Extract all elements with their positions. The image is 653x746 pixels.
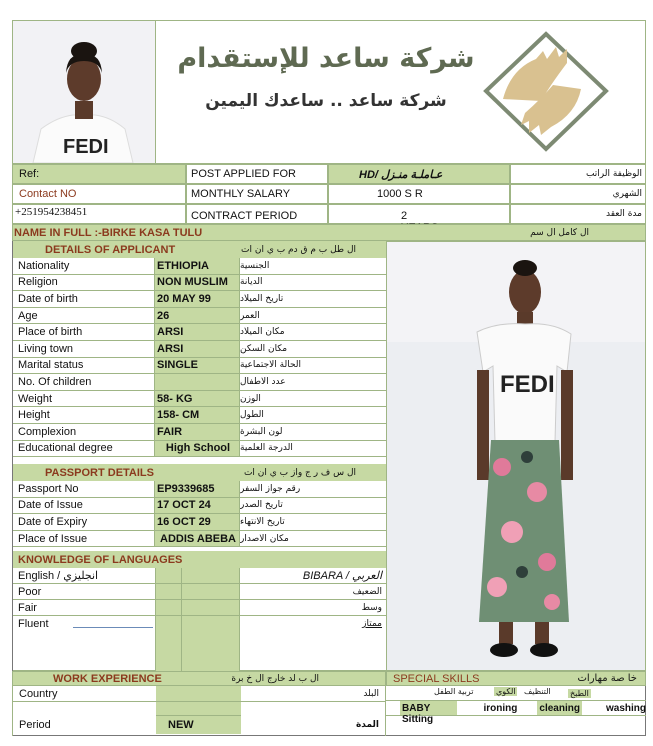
- skill-ar-babysitting: تربية الطفل: [434, 687, 474, 696]
- passport-field-label: Passport No: [13, 481, 155, 497]
- applicant-field-label-ar: الجنسية: [240, 260, 270, 271]
- applicant-field-label-ar: الطول: [240, 410, 264, 421]
- applicant-field-value: ARSI: [155, 341, 240, 357]
- applicant-field-label: Date of birth: [13, 291, 155, 307]
- ref-label: Ref:: [19, 168, 40, 180]
- work-period-value: NEW: [156, 716, 241, 734]
- work-country-value: [156, 686, 241, 701]
- company-header: [156, 20, 646, 164]
- applicant-field-value: 20 MAY 99: [155, 291, 240, 307]
- svg-text:FEDI: FEDI: [500, 371, 555, 398]
- work-country-label: Country: [19, 687, 58, 700]
- contract-label: CONTRACT PERIOD: [191, 210, 298, 222]
- lang-row-fluent: [13, 616, 386, 632]
- salary-value-cell: [328, 184, 510, 204]
- skills-section-title: SPECIAL SKILLS: [393, 672, 480, 685]
- post-value-cell: [328, 164, 510, 184]
- company-name-ar: شركة ساعد للإستقدام: [177, 43, 475, 74]
- passport-field-value: ADDIS ABEBA: [155, 531, 240, 547]
- skills-section-header: [386, 671, 646, 686]
- applicant-field-value: 158- CM: [155, 407, 240, 423]
- applicant-field-label: Place of birth: [13, 324, 155, 340]
- applicant-field-label-ar: مكان الميلاد: [240, 327, 285, 338]
- applicant-field-label-ar: لون البشرة: [240, 426, 283, 437]
- applicant-field-row: [13, 391, 386, 408]
- salary-value: 1000 S R: [377, 188, 423, 200]
- passport-field-label: Date of Issue: [13, 498, 155, 514]
- applicant-field-label-ar: الوزن: [240, 393, 261, 404]
- passport-section-title-ar: ال س ف ر ج واز ب ي ان ات: [243, 467, 356, 478]
- lang-poor-label: Poor: [18, 585, 42, 598]
- passport-field-row: [13, 481, 386, 498]
- languages-grid: [13, 568, 386, 671]
- skills-section-title-ar: خا صة مهارات: [577, 673, 637, 684]
- applicant-field-value: 58- KG: [155, 391, 240, 407]
- company-slogan-ar: شركة ساعد .. ساعدك اليمين: [205, 91, 447, 111]
- lang-english-label: English / انجليزي: [18, 570, 99, 582]
- salary-label-cell: [186, 184, 328, 204]
- lang-fair-label: Fair: [18, 601, 37, 614]
- applicant-field-label: Living town: [13, 341, 155, 357]
- skill-ar-cleaning: التنظيف: [524, 687, 551, 696]
- applicant-field-label-ar: الدرجة العلمية: [240, 443, 293, 454]
- skills-ar-labels: [386, 686, 646, 700]
- lang-arabic-label: BIBARA / العربي: [302, 570, 382, 582]
- passport-field-row: [13, 514, 386, 531]
- applicant-field-row: [13, 291, 386, 308]
- passport-field-label-ar: تاريخ الانتهاء: [240, 516, 285, 527]
- applicant-field-value: NON MUSLIM: [155, 275, 240, 291]
- skill-babysitting: BABY Sitting: [400, 701, 457, 715]
- applicant-field-label: Complexion: [13, 424, 155, 440]
- applicant-field-label: Educational degree: [13, 441, 155, 457]
- post-value: HD/ عـاملـة منـزل: [359, 169, 443, 181]
- applicant-field-row: [13, 308, 386, 325]
- skill-ar-cooking: الطبخ: [570, 688, 589, 698]
- passport-field-label-ar: رقم جواز السفر: [240, 483, 301, 494]
- applicant-field-value: FAIR: [155, 424, 240, 440]
- applicant-field-row: [13, 324, 386, 341]
- passport-field-row: [13, 498, 386, 515]
- applicant-field-label: Age: [13, 308, 155, 324]
- languages-section-title: KNOWLEDGE OF LANGUAGES: [18, 553, 183, 566]
- applicant-field-label: Height: [13, 407, 155, 423]
- fluent-underline: [73, 627, 153, 628]
- lang-poor-ar: الضعيف: [352, 586, 382, 597]
- applicant-field-value: [155, 374, 240, 390]
- full-name-ar: ال كامل ال سم: [530, 227, 589, 238]
- contact-label-cell: [12, 184, 186, 204]
- lang-row-english: [13, 568, 386, 584]
- work-country-row: [13, 686, 385, 702]
- applicant-section-title-ar: ال طل ب م ق دم ب ي ان ات: [241, 244, 356, 255]
- contract-label-cell: [186, 204, 328, 224]
- full-name: NAME IN FULL :-BIRKE KASA TULU: [14, 226, 203, 239]
- applicant-field-label-ar: الحالة الاجتماعية: [240, 360, 301, 371]
- languages-section-header: [13, 551, 386, 568]
- salary-label-ar: الشهري: [510, 184, 646, 204]
- post-label: POST APPLIED FOR: [191, 168, 296, 180]
- applicant-field-label: No. Of children: [13, 374, 155, 390]
- applicant-field-row: [13, 424, 386, 441]
- applicant-field-row: [13, 275, 386, 292]
- applicant-field-label: Religion: [13, 275, 155, 291]
- applicant-field-value: ETHIOPIA: [155, 258, 240, 274]
- svg-text:FEDI: FEDI: [63, 136, 109, 158]
- applicant-field-label-ar: مكان السكن: [240, 343, 288, 354]
- work-period-label: Period: [19, 719, 51, 731]
- lang-fair-ar: وسط: [361, 602, 382, 613]
- lang-row-fair: [13, 600, 386, 616]
- passport-section-title: PASSPORT DETAILS: [45, 466, 154, 479]
- applicant-field-value: 26: [155, 308, 240, 324]
- skill-washing: washing: [605, 703, 646, 714]
- contract-value-cell: [328, 204, 510, 224]
- phone-cell: [12, 204, 186, 224]
- applicant-field-row: [13, 258, 386, 275]
- applicant-field-label-ar: عدد الاطفال: [240, 376, 286, 387]
- company-logo-icon: [481, 29, 611, 154]
- applicant-field-label-ar: الديانة: [240, 277, 263, 288]
- applicant-field-label: Weight: [13, 391, 155, 407]
- post-label-cell: [186, 164, 328, 184]
- passport-section-header: [13, 464, 386, 481]
- skills-row: [386, 700, 646, 725]
- applicant-field-row: [13, 407, 386, 424]
- applicant-field-value: SINGLE: [155, 358, 240, 374]
- work-period-ar: المدة: [355, 720, 379, 730]
- lang-fluent-label: Fluent: [18, 618, 49, 630]
- passport-field-label: Date of Expiry: [13, 514, 155, 530]
- work-period-row: [13, 716, 385, 734]
- applicant-field-value: ARSI: [155, 324, 240, 340]
- work-country-ar: البلد: [363, 688, 379, 699]
- passport-photo: [12, 20, 156, 164]
- applicant-field-label: Nationality: [13, 258, 155, 274]
- applicant-field-row: [13, 441, 386, 458]
- passport-field-value: 16 OCT 29: [155, 514, 240, 530]
- contract-label-ar: مدة العقد: [510, 204, 646, 224]
- applicant-section-header: [13, 241, 386, 258]
- person-full-body-icon: [387, 242, 645, 670]
- passport-field-row: [13, 531, 386, 548]
- lang-row-poor: [13, 584, 386, 600]
- applicant-section-title: DETAILS OF APPLICANT: [45, 243, 176, 256]
- lang-fluent-ar: ممتاز: [362, 619, 382, 629]
- work-blank-cell: [156, 702, 241, 716]
- person-portrait-icon: [13, 21, 155, 163]
- skill-cleaning: cleaning: [539, 703, 580, 714]
- contact-label: Contact NO: [19, 188, 77, 200]
- phone-value: +251954238451: [15, 206, 88, 218]
- applicant-field-label: Marital status: [13, 358, 155, 374]
- skill-ar-ironing: الكوي: [496, 687, 516, 696]
- full-body-photo: [386, 241, 646, 671]
- applicant-field-label-ar: العمر: [240, 310, 260, 321]
- work-section-title-ar: ال ب لد خارج ال خ برة: [231, 673, 319, 684]
- skill-ironing: ironing: [483, 703, 518, 714]
- applicant-field-row: [13, 341, 386, 358]
- passport-field-value: EP9339685: [155, 481, 240, 497]
- contract-value: 2: [401, 210, 408, 222]
- passport-field-label-ar: مكان الاصدار: [240, 533, 289, 544]
- post-label-ar: الوظيفة الراتب: [510, 164, 646, 184]
- applicant-field-value: High School: [155, 441, 240, 457]
- passport-field-label-ar: تاريخ الصدر: [240, 500, 283, 511]
- applicant-field-label-ar: تاريخ الميلاد: [240, 293, 284, 304]
- applicant-field-row: [13, 374, 386, 391]
- passport-field-label: Place of Issue: [13, 531, 155, 547]
- work-rows: [12, 686, 386, 736]
- salary-label: MONTHLY SALARY: [191, 188, 291, 200]
- work-section-title: WORK EXPERIENCE: [53, 672, 162, 685]
- work-section-header: [12, 671, 386, 686]
- applicant-field-row: [13, 358, 386, 375]
- ref-cell: [12, 164, 186, 184]
- name-row: [12, 224, 646, 241]
- passport-field-value: 17 OCT 24: [155, 498, 240, 514]
